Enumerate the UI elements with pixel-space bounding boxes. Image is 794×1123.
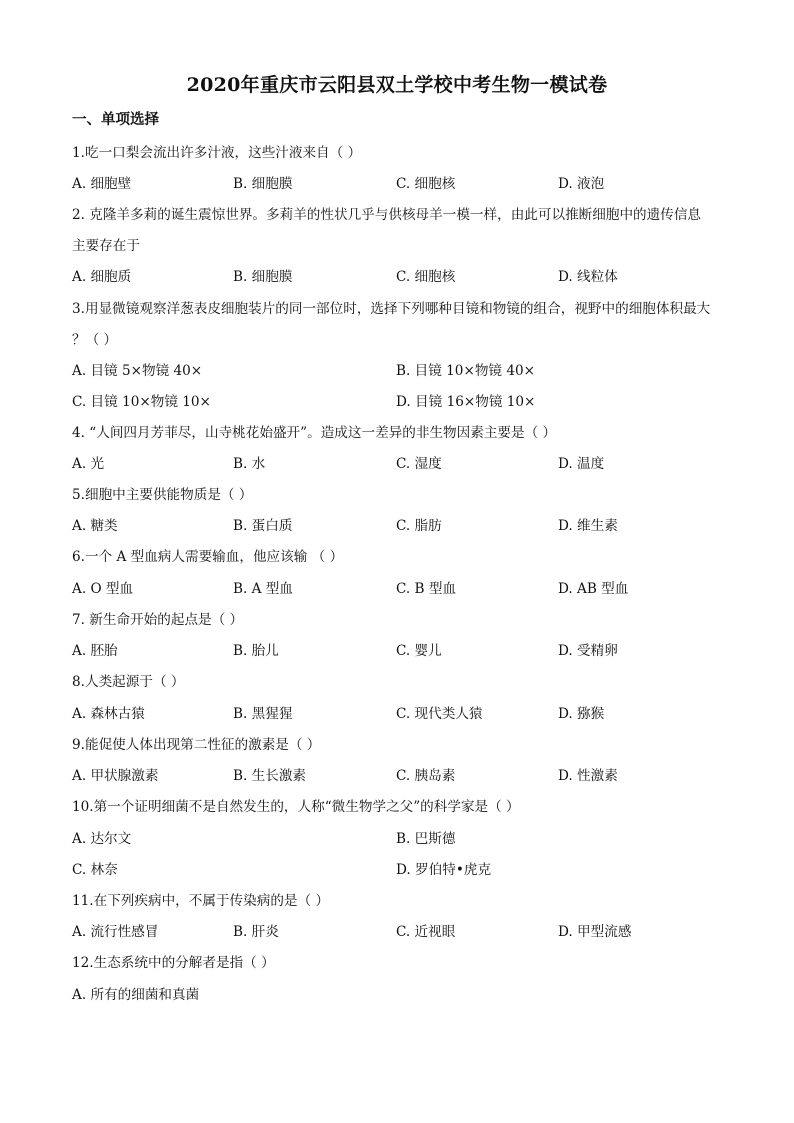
- question-11-stem: 11.在下列疾病中，不属于传染病的是（ ）: [72, 893, 330, 909]
- question-8-option-d: D. 猕猴: [558, 706, 605, 722]
- question-2-option-d: D. 线粒体: [558, 269, 618, 285]
- question-1-option-d: D. 液泡: [558, 176, 605, 192]
- section-heading: 一、单项选择: [72, 111, 159, 128]
- question-7-option-d: D. 受精卵: [558, 643, 618, 659]
- question-9-stem: 9.能促使人体出现第二性征的激素是（ ）: [72, 737, 321, 753]
- question-9-option-c: C. 胰岛素: [396, 768, 456, 784]
- question-1-option-b: B. 细胞膜: [233, 176, 293, 192]
- question-12-stem: 12.生态系统中的分解者是指（ ）: [72, 955, 275, 971]
- question-6-option-c: C. B 型血: [396, 581, 457, 597]
- question-4-stem: 4. “人间四月芳菲尽，山寺桃花始盛开”。造成这一差异的非生物因素主要是（ ）: [72, 425, 557, 441]
- question-9-option-a: A. 甲状腺激素: [72, 768, 159, 784]
- question-7-stem: 7. 新生命开始的起点是（ ）: [72, 612, 244, 628]
- question-7-option-b: B. 胎儿: [233, 643, 279, 659]
- question-8-stem: 8.人类起源于（ ）: [72, 674, 185, 690]
- question-10-option-c: C. 林奈: [72, 862, 118, 878]
- question-11-option-d: D. 甲型流感: [558, 924, 632, 940]
- question-8-option-c: C. 现代类人猿: [396, 706, 483, 722]
- question-2-option-c: C. 细胞核: [396, 269, 456, 285]
- question-4-option-c: C. 湿度: [396, 456, 442, 472]
- question-11-option-c: C. 近视眼: [396, 924, 456, 940]
- question-2-option-a: A. 细胞质: [72, 269, 132, 285]
- question-12-option-a: A. 所有的细菌和真菌: [72, 987, 200, 1003]
- question-7-option-c: C. 婴儿: [396, 643, 442, 659]
- question-10-option-b: B. 巴斯德: [396, 831, 456, 847]
- question-8-option-b: B. 黑猩猩: [233, 706, 293, 722]
- question-4-option-b: B. 水: [233, 456, 266, 472]
- question-3-stem-line-2: ？（ ）: [72, 332, 118, 348]
- question-6-option-b: B. A 型血: [233, 581, 293, 597]
- question-5-option-c: C. 脂肪: [396, 518, 442, 534]
- question-8-option-a: A. 森林古猿: [72, 706, 145, 722]
- question-10-option-a: A. 达尔文: [72, 831, 132, 847]
- question-10-stem: 10.第一个证明细菌不是自然发生的，人称“微生物学之父”的科学家是（ ）: [72, 799, 520, 815]
- question-1-stem: 1.吃一口梨会流出许多汁液，这些汁液来自（ ）: [72, 145, 362, 161]
- question-3-stem-line-1: 3.用显微镜观察洋葱表皮细胞装片的同一部位时，选择下列哪种目镜和物镜的组合，视野中的细胞体积最大: [72, 301, 711, 317]
- question-5-option-a: A. 糖类: [72, 518, 118, 534]
- question-10-option-d: D. 罗伯特•虎克: [396, 862, 492, 878]
- question-5-stem: 5.细胞中主要供能物质是（ ）: [72, 487, 253, 503]
- question-6-option-d: D. AB 型血: [558, 581, 629, 597]
- question-4-option-a: A. 光: [72, 456, 105, 472]
- question-2-stem-line-2: 主要存在于: [72, 238, 140, 254]
- question-3-option-b: B. 目镜 10×物镜 40×: [396, 363, 536, 379]
- question-7-option-a: A. 胚胎: [72, 643, 118, 659]
- question-6-stem: 6.一个 A 型血病人需要输血，他应该输 （ ）: [72, 549, 344, 565]
- question-2-option-b: B. 细胞膜: [233, 269, 293, 285]
- question-1-option-c: C. 细胞核: [396, 176, 456, 192]
- question-11-option-a: A. 流行性感冒: [72, 924, 159, 940]
- page-title: 2020年重庆市云阳县双土学校中考生物一模试卷: [186, 74, 608, 96]
- question-5-option-b: B. 蛋白质: [233, 518, 293, 534]
- question-4-option-d: D. 温度: [558, 456, 605, 472]
- question-1-option-a: A. 细胞壁: [72, 176, 132, 192]
- question-11-option-b: B. 肝炎: [233, 924, 279, 940]
- question-3-option-a: A. 目镜 5×物镜 40×: [72, 363, 203, 379]
- question-6-option-a: A. O 型血: [72, 581, 134, 597]
- question-2-stem-line-1: 2. 克隆羊多莉的诞生震惊世界。多莉羊的性状几乎与供核母羊一模一样，由此可以推断细胞中的遗传信息: [72, 207, 702, 223]
- question-3-option-c: C. 目镜 10×物镜 10×: [72, 394, 211, 410]
- question-9-option-b: B. 生长激素: [233, 768, 307, 784]
- question-9-option-d: D. 性激素: [558, 768, 618, 784]
- question-5-option-d: D. 维生素: [558, 518, 618, 534]
- question-3-option-d: D. 目镜 16×物镜 10×: [396, 394, 536, 410]
